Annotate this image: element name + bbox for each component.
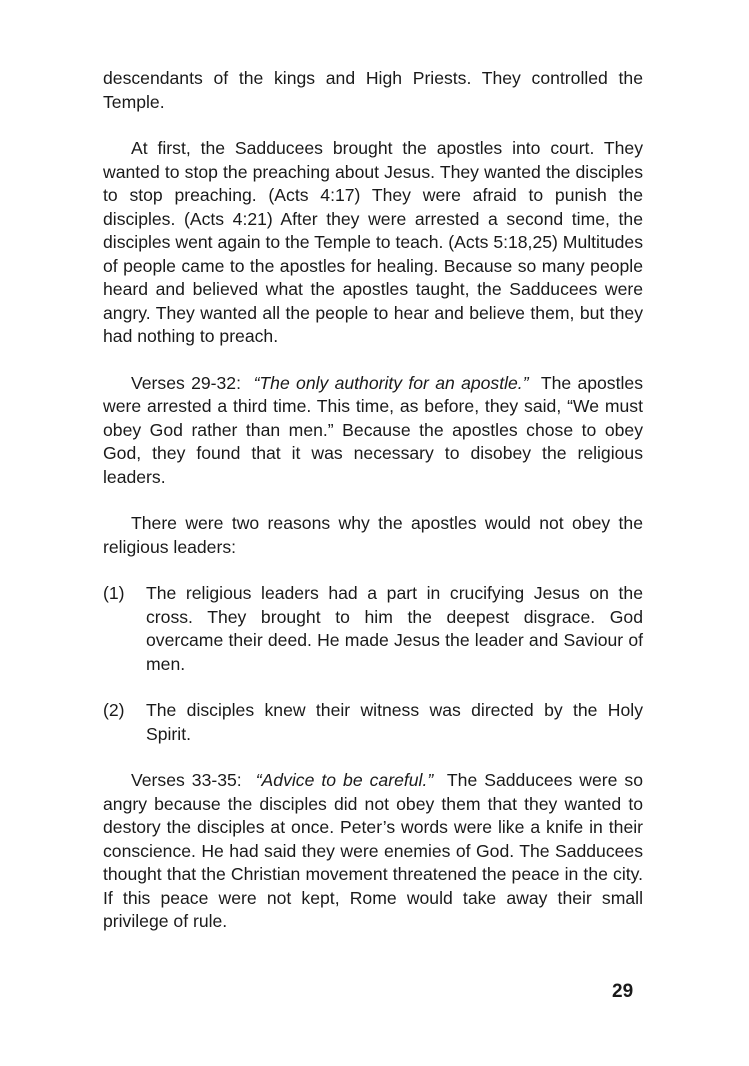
paragraph-text: The apostles were arrested a third time. This time, as before, they said, “We must obey God rather than men.” Because the apostles chose to obey God, they found that it was necessary to disobey the religious leaders. (103, 372, 643, 487)
verse-reference: Verses 33-35: (131, 770, 242, 790)
paragraph-text: The Sadducees were so angry because the disciples did not obey them that they wanted to destory the disciples at once. Peter’s words were like a knife in their conscience. He had said they were enemies of God. The Sadducees thought that the Christian movement threatened the peace in the city. If this peace were not kept, Rome would take away their small privilege of rule. (103, 770, 643, 931)
list-item-reason-1 (103, 582, 643, 676)
paragraph-verses-29-32 (103, 372, 643, 490)
section-title: “Advice to be careful.” (255, 770, 434, 790)
section-title: “The only authority for an apostle.” (253, 372, 529, 393)
list-number: (2) (103, 700, 125, 720)
page-body (103, 67, 643, 934)
list-text: The disciples knew their witness was directed by the Holy Spirit. (146, 700, 643, 744)
list-number: (1) (103, 583, 125, 603)
list-text: The religious leaders had a part in crucifying Jesus on the cross. They brought to him the deepest disgrace. God overcame their deed. He made Jesus the leader and Saviour of men. (146, 583, 643, 674)
list-item-reason-2 (103, 699, 643, 746)
page-number: 29 (612, 981, 634, 1002)
paragraph-2: At first, the Sadducees brought the apostles into court. They wanted to stop the preaching about Jesus. They wanted the disciples to stop preaching. (Acts 4:17) They were afraid to punish the disciples. (Acts 4:21) After they were arrested a second time, the disciples went again to the Temple to teach. (Acts 5:18,25) Multitudes of people came to the apostles for healing. Because so many people heard and believed what the apostles taught, the Sadducees were angry. They wanted all the people to hear and believe them, but they had nothing to preach. (103, 138, 643, 346)
paragraph-verses-33-35 (103, 769, 643, 934)
paragraph-1: descendants of the kings and High Priests. They controlled the Temple. (103, 68, 643, 112)
verse-reference: Verses 29-32: (131, 372, 241, 393)
paragraph-reasons-intro: There were two reasons why the apostles would not obey the religious leaders: (103, 513, 643, 557)
